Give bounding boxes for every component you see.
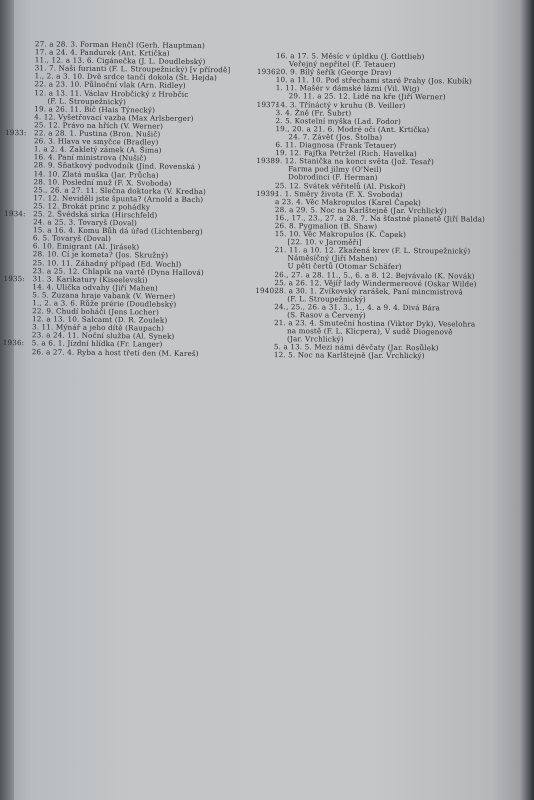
performance-text: 12. a 13. 10. Salcamt (D. R. Zoulek): [32, 314, 168, 325]
season-year-label: 1937:: [256, 99, 279, 109]
performance-text: 14. 3. Třínáctý v kruhu (B. Veiller): [275, 99, 406, 110]
performance-text: 17. 12. Neviděli jste špunta? (Arnold a Bach): [33, 193, 204, 204]
performance-text: 26. a 27. 4. Ryba a host třetí den (M. Kareš): [31, 346, 199, 358]
performance-text: 1. 1. Směry života (F. X. Svoboda): [274, 188, 403, 199]
performance-text: Veřejný nepřítel (F. Tetauer): [288, 59, 396, 70]
performance-text: 6. 5. Tovaryš (Doval): [32, 233, 112, 244]
performance-text: 28. 9. Sňatkový podvodník (Jind. Rovenská ): [33, 160, 201, 172]
season-year-label: 1934:: [4, 208, 26, 219]
performance-text: 11., 12. a 13. 6. Cigánečka (J. L. Doudlebský): [34, 55, 206, 67]
performance-text: (S. Rasov a Červený): [287, 310, 366, 320]
performance-text: 17. a 24. 4. Pandurek (Ant. Krtička): [34, 47, 170, 58]
performance-text: 2. 5. Kostelní myška (Lad. Fodor): [275, 115, 402, 126]
performance-text: 6. 11. Diagnosa (Frank Tetauer): [275, 140, 397, 151]
performance-text: 5. a 6. 1. Jízdní hlídka (Fr. Langer): [31, 338, 163, 350]
performance-text: 15. a 16. 4. Komu Bůh dá úřad (Lichtenberg): [32, 225, 203, 237]
performance-text: 19. 12. Fajfka Petržel (Rich. Havelka): [275, 148, 417, 159]
performance-text: 27. a 28. 3. Forman Henčl (Gerh. Hauptman): [34, 39, 205, 51]
performance-text: 24., 25., 26. a 31. 3., 1., 4. a 9. 4. Divá Bára: [274, 302, 441, 313]
performance-text: 14. 4. Ulička odvahy (Jiří Mahen): [32, 282, 158, 293]
performance-text: 28. 10. Poslední muž (F. X. Svoboda): [33, 176, 172, 188]
performance-text: (F. L. Stroupežnický): [47, 96, 127, 106]
performance-text: 14. 10. Zlatá muška (Jar. Průcha): [33, 168, 159, 180]
performance-text: 31. 7. Naši furianti (F. L. Stroupežnický) [v přírodě]: [34, 63, 231, 75]
repertoire-left-column: [3, 40, 268, 358]
performance-text: 22. a 23. 10. Půlnoční vlak (Arn. Ridley): [34, 79, 186, 91]
performance-text: 21. 11. a 10. 12. Zkažená krev (F. L. Stroupežnický): [274, 245, 471, 256]
performance-text: 19. a 26. 11. Bič (Hais Týnecký): [34, 104, 156, 115]
performance-text: 25. 12. Svátek věřitelů (Al. Piskoř): [275, 180, 406, 191]
performance-text: Náměsíčný (Jiří Mahen): [287, 253, 378, 264]
performance-text: 22. 9. Chudí boháči (Jens Locher): [32, 306, 160, 317]
repertoire-right-column: [255, 52, 519, 361]
performance-text: 25. 12. Právo na hřích (V. Werner): [34, 120, 164, 131]
season-year-label: 1936:: [256, 67, 279, 77]
performance-text: 16. 4. Paní ministrova (Nušič): [33, 152, 147, 163]
performance-text: 10. a 11. 10. Pod střechami staré Prahy (Jos. Kubík): [275, 75, 472, 86]
performance-text: 5. 5. Zuzana hraje vabank (V. Werner): [32, 290, 176, 301]
performance-text: 12. a 13. 11. Václav Hrobčický z Hrobčic: [34, 87, 189, 99]
performance-text: 28. 10. Cí je kometa? (Jos. Skružný): [32, 249, 169, 261]
performance-text: 1., 2. a 3. 6. Růže prérie (Doudlebský): [32, 298, 177, 309]
season-year-label: 1939:: [255, 188, 278, 198]
season-year-label: 1935:: [3, 273, 25, 283]
season-year-label: 1938:: [256, 156, 278, 166]
performance-text: 22. a 28. 1. Pustina (Bron. Nušič): [33, 128, 161, 139]
performance-text: 24. a 25. 3. Tovaryš (Doval): [33, 217, 138, 228]
performance-text: 25., 26. a 27. 11. Slečna doktorka (V. Kredba): [33, 184, 207, 196]
performance-text: 1. a 2. 4. Zakletý zámek (A. Šima): [33, 144, 162, 155]
performance-text: na mostě (F. L. Klicpera), V sudě Diogenově: [287, 326, 453, 337]
performance-text: (Jar. Vrchlický): [286, 334, 344, 344]
performance-text: 25. 12. Brokát princ z pohádky: [33, 201, 151, 212]
performance-text: 5. a 13. 5. Mezi námi děvčaty (Jar. Rosůlek): [273, 342, 439, 353]
performance-text: 26., 27. a 28. 11., 5., 6. a 8. 12. Bejvávalo (K. Novák): [274, 269, 475, 281]
performance-text: a 23. 4. Věc Makropulos (Karel Čapek): [274, 196, 421, 207]
performance-text: 28. a 29. 5. Noc na Karlštejně (Jar. Vrchlický): [274, 204, 447, 216]
performance-text: U pěti čertů (Otomar Schäfer): [287, 261, 402, 272]
performance-text: 3. 11. Mýnář a jeho dítě (Raupach): [31, 322, 165, 333]
performance-text: 31. 3. Karikatury (Kiseelevski): [32, 274, 148, 285]
performance-text: 6. 10. Emigrant (Al. Jirásek): [32, 241, 140, 252]
performance-text: 26. 3. Hlava ve smyčce (Bradley): [33, 136, 159, 147]
performance-text: 16. a 17. 5. Měsíc v úpldku (J. Gottlieb): [275, 51, 425, 62]
performance-text: Dobrodinci (F. Herman): [288, 172, 378, 183]
performance-text: [22. 10. v Jaroměři]: [287, 237, 362, 247]
performance-text: 1. 11. Mašér v dámské lázni (Vil. Wig): [275, 83, 420, 94]
performance-text: 12. 5. Noc na Karlštejně (Jar. Vrchlický): [273, 350, 425, 361]
performance-text: 24. 7. Závěť (Jos. Štolba): [288, 132, 383, 142]
performance-text: Farma pod jilmy (O'Neil): [288, 164, 382, 175]
performance-entry: [255, 351, 517, 361]
performance-text: 19., 20. a 21. 6. Modré oči (Ant. Krtička): [275, 123, 430, 135]
performance-text: 28. a 30. 1. Zvíkovský rarášek, Paní mincmistrová: [274, 285, 463, 297]
performance-text: 23. a 25. 12. Chlapík na vartě (Dyna Hallová): [32, 265, 204, 277]
season-year-label: 1936:: [2, 338, 25, 348]
performance-text: 16., 17., 23., 27. a 28. 7. Na šťastné planetě (Jiří Balda): [274, 213, 486, 224]
season-year-label: 1940:: [255, 285, 277, 295]
performance-entry: [3, 348, 265, 359]
performance-text: 23. a 24. 11. Noční služba (Al. Synek): [31, 330, 175, 342]
performance-text: 21. a 23. 4. Smuteční hostina (Viktor Dyk), Veselohra: [274, 318, 476, 329]
performance-text: 25. 2. Švédská sirka (Hirschfeld): [33, 209, 158, 220]
performance-text: 9. 12. Stanička na konci světa (Jož. Tesař): [275, 156, 434, 167]
page-edge-shadow: [520, 0, 534, 800]
performance-text: 15. 10. Věc Makropulos (K. Čapek): [274, 229, 407, 240]
performance-text: 29. 11. a 25. 12. Lidé na kře (Jiří Werner): [288, 91, 446, 102]
performance-text: (F. L. Stroupežnický): [287, 294, 366, 304]
performance-text: 25. 10. 11. Záhadný případ (Ed. Wochl): [32, 257, 182, 269]
season-year-label: 1933:: [4, 128, 27, 138]
performance-text: 26. 8. Pygmalion (B. Shaw): [274, 221, 378, 231]
performance-text: 20. 9. Bílý šeřík (George Drav): [275, 67, 392, 78]
performance-text: 3. 4. Žně (Fr. Šubrt): [275, 107, 352, 118]
performance-text: 4. 12. Vyšetřovací vazba (Max Arlsberger): [34, 112, 194, 123]
performance-text: 25. a 26. 12. Vějíř lady Windermereové (Oskar Wilde): [274, 277, 477, 289]
performance-text: 1., 2. a 3. 10. Dvě srdce tančí dokola (St. Hejda): [34, 71, 218, 83]
